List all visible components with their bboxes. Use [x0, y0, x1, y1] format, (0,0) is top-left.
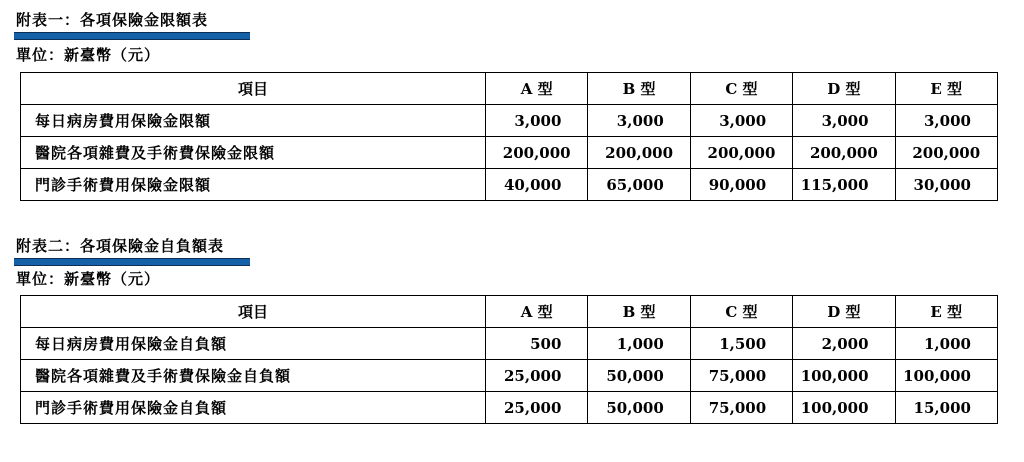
deductible-table	[20, 295, 998, 424]
cell-type-e: 1,000	[895, 328, 997, 360]
cell-type-c: 3,000	[690, 105, 792, 137]
cell-type-d: 200,000	[793, 137, 895, 169]
cell-type-c: 90,000	[690, 169, 792, 201]
cell-type-b: 1,000	[588, 328, 690, 360]
cell-type-d: 2,000	[793, 328, 895, 360]
cell-type-a: 40,000	[486, 169, 588, 201]
header-type-e: E 型	[895, 73, 997, 105]
header-type-a: A 型	[486, 296, 588, 328]
cell-type-d: 100,000	[793, 360, 895, 392]
cell-type-c: 75,000	[690, 392, 792, 424]
row-label: 門診手術費用保險金限額	[21, 169, 486, 201]
cell-type-c: 1,500	[690, 328, 792, 360]
table-row	[21, 328, 998, 360]
table-1-title: 附表一：各項保險金限額表	[16, 11, 209, 29]
cell-type-a: 25,000	[486, 392, 588, 424]
header-type-c: C 型	[690, 296, 792, 328]
table-row	[21, 360, 998, 392]
cell-type-c: 75,000	[690, 360, 792, 392]
cell-type-b: 3,000	[588, 105, 690, 137]
cell-type-d: 100,000	[793, 392, 895, 424]
header-type-e: E 型	[895, 296, 997, 328]
cell-type-e: 200,000	[895, 137, 997, 169]
header-item: 項目	[21, 296, 486, 328]
cell-type-d: 115,000	[793, 169, 895, 201]
cell-type-a: 200,000	[486, 137, 588, 169]
cell-type-d: 3,000	[793, 105, 895, 137]
header-type-b: B 型	[588, 296, 690, 328]
header-type-d: D 型	[793, 73, 895, 105]
cell-type-b: 50,000	[588, 392, 690, 424]
header-type-c: C 型	[690, 73, 792, 105]
table-row	[21, 137, 998, 169]
header-item: 項目	[21, 73, 486, 105]
row-label: 醫院各項雜費及手術費保險金限額	[21, 137, 486, 169]
table-row	[21, 392, 998, 424]
row-label: 每日病房費用保險金自負額	[21, 328, 486, 360]
cell-type-a: 500	[486, 328, 588, 360]
cell-type-e: 15,000	[895, 392, 997, 424]
table-row	[21, 169, 998, 201]
table-2-title-bar	[14, 258, 250, 266]
table-row	[21, 105, 998, 137]
cell-type-b: 50,000	[588, 360, 690, 392]
row-label: 醫院各項雜費及手術費保險金自負額	[21, 360, 486, 392]
cell-type-e: 100,000	[895, 360, 997, 392]
table-1-title-bar	[14, 32, 250, 40]
cell-type-a: 25,000	[486, 360, 588, 392]
table-1-unit: 單位：新臺幣（元）	[16, 46, 161, 64]
cell-type-e: 3,000	[895, 105, 997, 137]
table-header-row	[21, 296, 998, 328]
table-2-title: 附表二：各項保險金自負額表	[16, 237, 225, 255]
cell-type-c: 200,000	[690, 137, 792, 169]
header-type-b: B 型	[588, 73, 690, 105]
limit-table	[20, 72, 998, 201]
table-header-row	[21, 73, 998, 105]
table-2-unit: 單位：新臺幣（元）	[16, 270, 161, 288]
cell-type-b: 200,000	[588, 137, 690, 169]
header-type-a: A 型	[486, 73, 588, 105]
cell-type-b: 65,000	[588, 169, 690, 201]
row-label: 門診手術費用保險金自負額	[21, 392, 486, 424]
cell-type-e: 30,000	[895, 169, 997, 201]
row-label: 每日病房費用保險金限額	[21, 105, 486, 137]
header-type-d: D 型	[793, 296, 895, 328]
cell-type-a: 3,000	[486, 105, 588, 137]
